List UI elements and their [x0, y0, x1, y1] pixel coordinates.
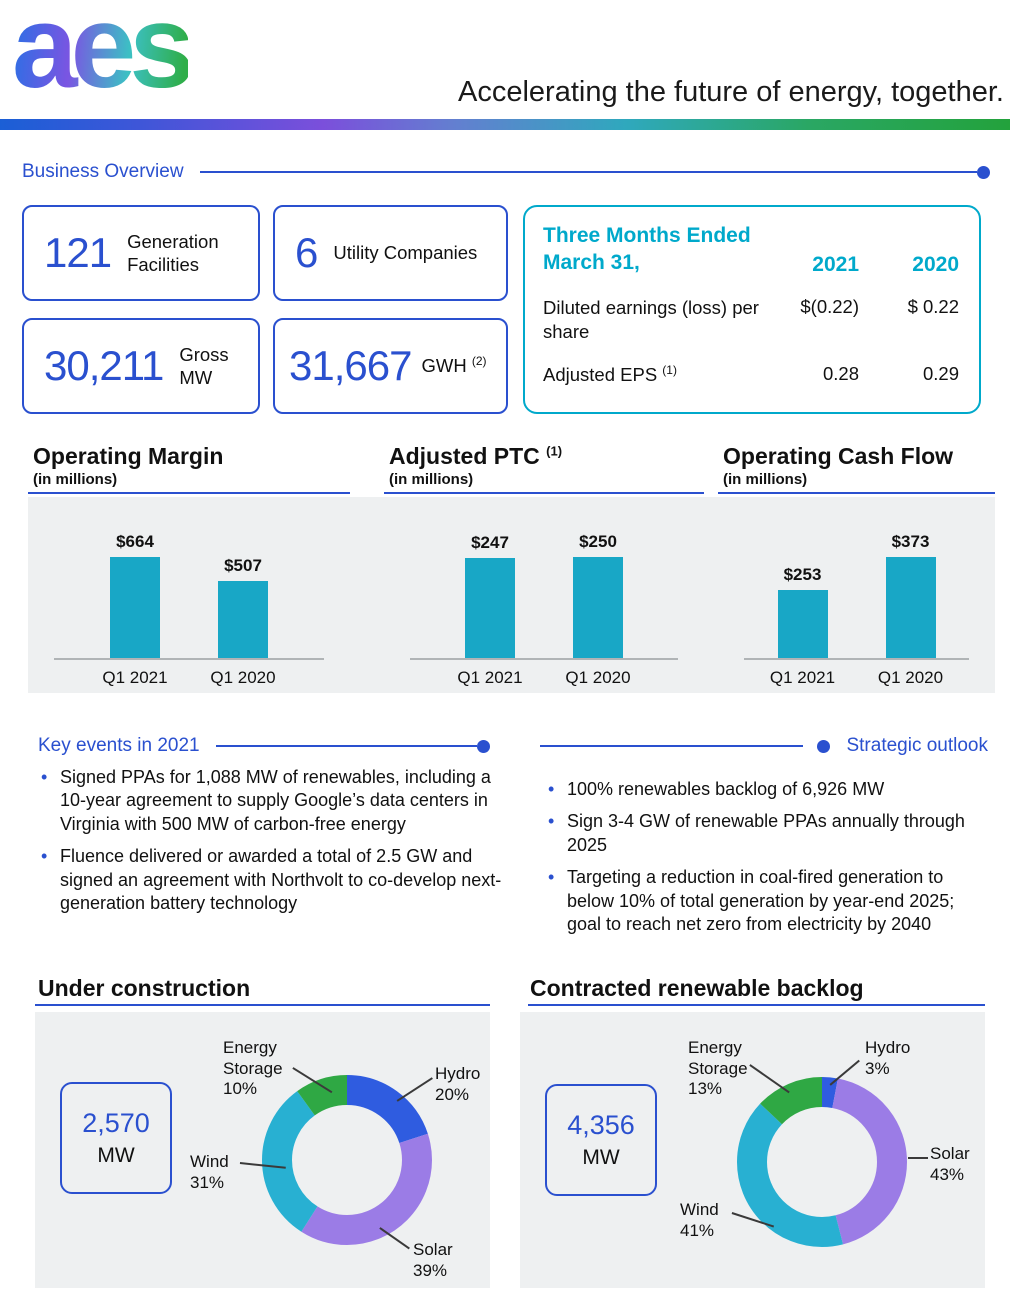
heading-underline [528, 1004, 985, 1006]
chart-operating-margin [28, 444, 350, 693]
category-labels [718, 668, 995, 688]
donut-label-wind [680, 1200, 730, 1241]
segment-name: Wind [190, 1152, 229, 1171]
chart-title: Operating Cash Flow [723, 443, 954, 469]
under-construction-heading: Under construction [38, 975, 251, 1001]
key-events-list [38, 766, 506, 924]
column-header-2020: 2020 [912, 252, 959, 276]
chart-subtitle: (in millions) [33, 471, 118, 489]
value-2021: 0.28 [822, 362, 859, 384]
segment-pct: 10% [223, 1079, 258, 1099]
category-label: Q1 2020 [565, 668, 631, 687]
total-mw-value: 2,570 [82, 1108, 150, 1138]
chart-plot-area [718, 497, 995, 693]
donut-label-energy-storage [223, 1038, 293, 1100]
footnote-marker: (1) [662, 362, 677, 377]
chart-header [718, 444, 995, 490]
category-label: Q1 2021 [457, 668, 523, 687]
stat-utility-companies [273, 205, 508, 301]
segment-name: Energy Storage [223, 1038, 283, 1078]
axis-baseline [744, 658, 969, 660]
donut-label-solar [413, 1240, 463, 1281]
segment-pct: 13% [688, 1079, 723, 1099]
business-overview-header [22, 161, 990, 183]
bar-q1-2020 [573, 557, 623, 659]
strategic-outlook-list [545, 778, 993, 945]
segment-pct: 41% [680, 1220, 715, 1240]
quarterly-earnings-table [523, 205, 981, 414]
divider-line [540, 745, 803, 748]
category-label: Q1 2021 [102, 668, 168, 687]
chart-title: Operating Margin [33, 443, 224, 469]
key-event-bullet: • Fluence delivered or awarded a total of 2.5 GW and signed an agreement with Northvolt to co-develop next-generation battery technology [38, 845, 506, 915]
donut-label-energy-storage [688, 1038, 763, 1100]
chart-underline [28, 492, 350, 494]
divider-dot [977, 166, 990, 179]
table-row-diluted-eps [543, 296, 959, 344]
segment-name: Hydro [865, 1038, 911, 1057]
value-2020: 0.29 [922, 362, 959, 384]
donut-label-hydro [865, 1038, 925, 1079]
divider-line [216, 745, 477, 748]
segment-name: Solar [413, 1240, 453, 1259]
business-overview-title: Business Overview [22, 161, 184, 182]
bar-value-label: $373 [891, 532, 930, 551]
stat-value: 6 [295, 229, 318, 276]
stat-gwh [273, 318, 508, 414]
total-mw-box [60, 1082, 172, 1194]
divider-line [200, 171, 977, 174]
heading-underline [35, 1004, 490, 1006]
total-mw-box [545, 1084, 657, 1196]
row-label: Diluted earnings (loss) per share [543, 296, 759, 342]
donut-label-wind [190, 1152, 240, 1193]
table-row-adjusted-eps [543, 363, 959, 387]
stat-value: 30,211 [44, 342, 164, 389]
chart-adjusted-ptc [384, 444, 704, 693]
divider-dot [817, 740, 830, 753]
chart-subtitle: (in millions) [389, 471, 474, 489]
stat-label: Generation Facilities [127, 230, 219, 275]
value-2020: $ 0.22 [907, 295, 959, 317]
chart-operating-cash-flow [718, 444, 995, 693]
under-construction-panel [35, 1012, 490, 1288]
bar-value-label: $247 [471, 533, 509, 552]
chart-underline [718, 492, 995, 494]
bar-group-q1-2020 [191, 556, 295, 659]
bar-group-q1-2021 [438, 533, 542, 659]
segment-pct: 3% [865, 1058, 890, 1078]
stat-gross-mw [22, 318, 260, 414]
category-label: Q1 2021 [769, 668, 836, 687]
bar-group-q1-2021 [83, 532, 187, 659]
chart-header [28, 444, 350, 490]
strategic-outlook-header [540, 735, 988, 757]
aes-logo: aes [12, 0, 188, 106]
segment-pct: 43% [930, 1164, 965, 1184]
stat-label: Gross MW [179, 343, 229, 388]
contracted-backlog-heading: Contracted renewable backlog [530, 975, 864, 1001]
bar-value-label: $250 [579, 532, 617, 551]
axis-baseline [410, 658, 678, 660]
chart-title: Adjusted PTC $^{(1)}$ [389, 443, 563, 469]
outlook-bullet: • Targeting a reduction in coal-fired generation to below 10% of total generation by year-end 2025; goal to reach net zero from electricity by 2040 [545, 866, 993, 936]
row-label: Adjusted EPS $^{(1)}$ [543, 362, 677, 385]
footnote-marker: (2) [471, 354, 487, 369]
segment-pct: 39% [413, 1260, 448, 1280]
total-mw-value: 4,356 [567, 1110, 635, 1140]
outlook-bullet: • Sign 3-4 GW of renewable PPAs annually through 2025 [545, 810, 993, 857]
donut-label-solar [930, 1144, 985, 1185]
value-2021: $(0.22) [800, 295, 859, 317]
chart-plot-area [384, 497, 704, 693]
key-events-title: Key events in 2021 [38, 735, 200, 756]
contracted-backlog-panel [520, 1012, 985, 1288]
gradient-divider-bar [0, 119, 1010, 130]
stat-generation-facilities [22, 205, 260, 301]
outlook-bullet: • 100% renewables backlog of 6,926 MW [545, 778, 993, 801]
category-labels [28, 668, 350, 688]
bar-q1-2021 [110, 557, 160, 659]
segment-name: Hydro [435, 1064, 481, 1083]
leader-line [908, 1157, 928, 1159]
segment-pct: 31% [190, 1172, 225, 1192]
stat-label: Utility Companies [333, 242, 478, 264]
segment-pct: 20% [435, 1084, 470, 1104]
stat-value: 31,667 [289, 342, 412, 389]
strategic-outlook-title: Strategic outlook [846, 735, 988, 756]
bar-value-label: $507 [224, 556, 262, 575]
total-mw-unit: MW [97, 1144, 135, 1167]
bar-value-label: $664 [116, 532, 154, 551]
segment-name: Energy Storage [688, 1038, 748, 1078]
divider-dot [477, 740, 490, 753]
chart-plot-area [28, 497, 350, 693]
bar-value-label: $253 [783, 565, 822, 584]
bar-q1-2021 [778, 590, 828, 659]
tagline-text: Accelerating the future of energy, together. [458, 76, 1004, 108]
earnings-table-title [543, 222, 759, 277]
footnote-marker: (1) [546, 443, 563, 459]
bar-group-q1-2020 [859, 532, 963, 659]
bar-q1-2021 [465, 558, 515, 659]
bar-q1-2020 [218, 581, 268, 659]
stat-label: GWH $^{(2)}$ [421, 354, 487, 377]
category-label: Q1 2020 [210, 668, 276, 687]
chart-subtitle: (in millions) [723, 471, 808, 489]
segment-name: Wind [680, 1200, 719, 1219]
total-mw-unit: MW [582, 1146, 620, 1169]
axis-baseline [54, 658, 324, 660]
chart-header [384, 444, 704, 490]
category-label: Q1 2020 [877, 668, 944, 687]
donut-label-hydro [435, 1064, 495, 1105]
earnings-title-line2: March 31, [543, 251, 640, 275]
bar-group-q1-2021 [751, 565, 855, 659]
segment-name: Solar [930, 1144, 970, 1163]
earnings-title-line1: Three Months Ended [543, 224, 751, 247]
key-event-bullet: • Signed PPAs for 1,088 MW of renewables, including a 10-year agreement to supply Google’s data centers in Virginia with 500 MW of carbon-free energy [38, 766, 506, 836]
earnings-table-header [543, 222, 959, 277]
column-header-2021: 2021 [812, 252, 859, 276]
chart-underline [384, 492, 704, 494]
bar-group-q1-2020 [546, 532, 650, 659]
category-labels [384, 668, 704, 688]
stat-value: 121 [44, 229, 112, 276]
bar-q1-2020 [886, 557, 936, 659]
key-events-header [38, 735, 490, 757]
